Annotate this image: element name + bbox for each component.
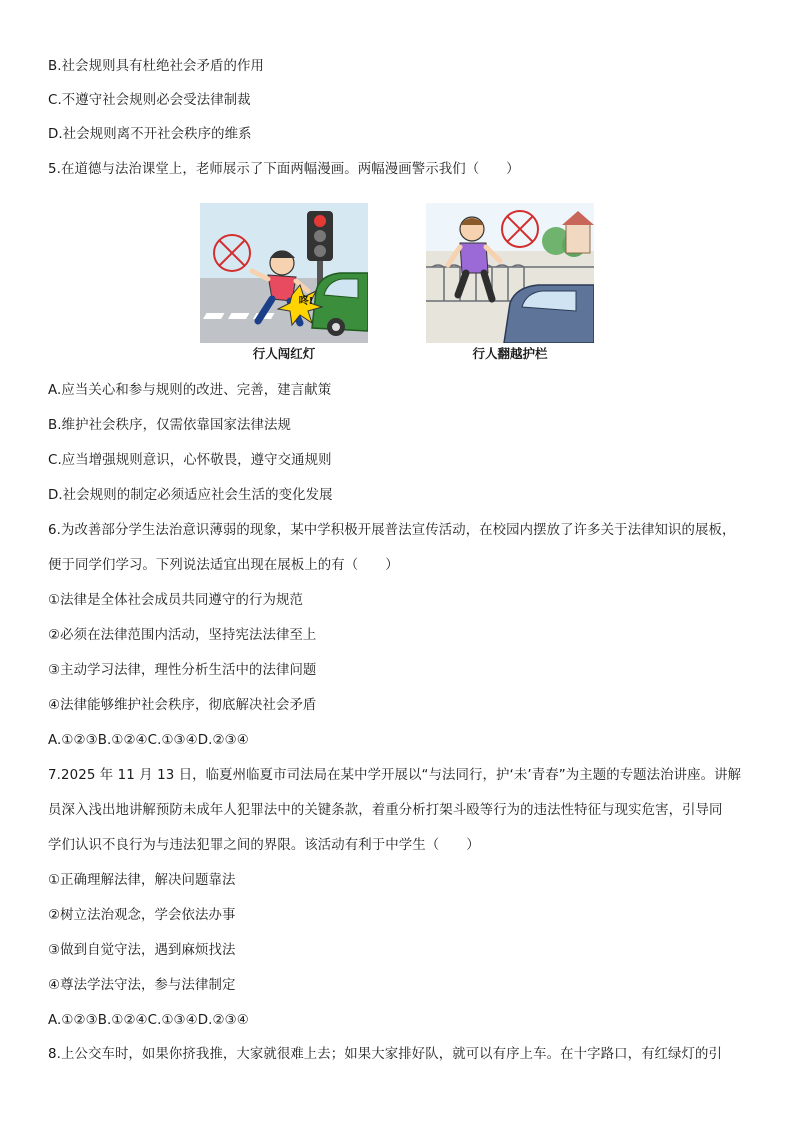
q4-option-b: B.社会规则具有杜绝社会矛盾的作用 [48, 59, 265, 74]
q7-item-4: ④尊法学法守法，参与法律制定 [48, 978, 236, 993]
q5-option-d: D.社会规则的制定必须适应社会生活的变化发展 [48, 488, 333, 503]
q4-option-d: D.社会规则离不开社会秩序的维系 [48, 127, 252, 142]
q7-item-3: ③做到自觉守法，遇到麻烦找法 [48, 943, 236, 958]
q6-item-1: ①法律是全体社会成员共同遵守的行为规范 [48, 593, 303, 608]
q7-choices: A.①②③B.①②④C.①③④D.②③④ [48, 1013, 249, 1028]
q6-item-3: ③主动学习法律，理性分析生活中的法律问题 [48, 663, 317, 678]
q6-stem-line2: 便于同学们学习。下列说法适宜出现在展板上的有（ ） [48, 558, 399, 573]
impact-sound-text: 咚! [298, 296, 314, 307]
q8-stem-line1: 8.上公交车时，如果你挤我推，大家就很难上去；如果大家排好队，就可以有序上车。在十字路口，有红绿灯的引 [48, 1047, 723, 1062]
q6-item-2: ②必须在法律范围内活动，坚持宪法法律至上 [48, 628, 317, 643]
right-caption: 行人翻越护栏 [472, 346, 548, 361]
q7-stem-line1: 7.2025 年 11 月 13 日，临夏州临夏市司法局在某中学开展以“与法同行，护‘未’青春”为主题的专题法治讲座。讲解 [48, 768, 742, 783]
cartoon-red-light [200, 203, 368, 343]
q7-stem-line2: 员深入浅出地讲解预防未成年人犯罪法中的关键条款，着重分析打架斗殴等行为的违法性特征与现实危害，引导同 [48, 803, 723, 818]
q6-stem-line1: 6.为改善部分学生法治意识薄弱的现象，某中学积极开展普法宣传活动，在校园内摆放了许多关于法律知识的展板， [48, 523, 736, 538]
left-caption: 行人闯红灯 [252, 346, 316, 361]
q7-item-2: ②树立法治观念，学会依法办事 [48, 908, 236, 923]
q5-stem: 5.在道德与法治课堂上，老师展示了下面两幅漫画。两幅漫画警示我们（ ） [48, 162, 520, 177]
q6-choices: A.①②③B.①②④C.①③④D.②③④ [48, 733, 249, 748]
cartoon-climb-railing [426, 203, 594, 343]
q5-option-a: A.应当关心和参与规则的改进、完善，建言献策 [48, 383, 332, 398]
q5-option-c: C.应当增强规则意识，心怀敬畏，遵守交通规则 [48, 453, 332, 468]
q5-cartoon-figure [200, 203, 594, 363]
q6-item-4: ④法律能够维护社会秩序，彻底解决社会矛盾 [48, 698, 317, 713]
q7-stem-line3: 学们认识不良行为与违法犯罪之间的界限。该活动有利于中学生（ ） [48, 838, 480, 853]
q5-option-b: B.维护社会秩序，仅需依靠国家法律法规 [48, 418, 291, 433]
q4-option-c: C.不遵守社会规则必会受法律制裁 [48, 93, 251, 108]
q7-item-1: ①正确理解法律，解决问题靠法 [48, 873, 236, 888]
